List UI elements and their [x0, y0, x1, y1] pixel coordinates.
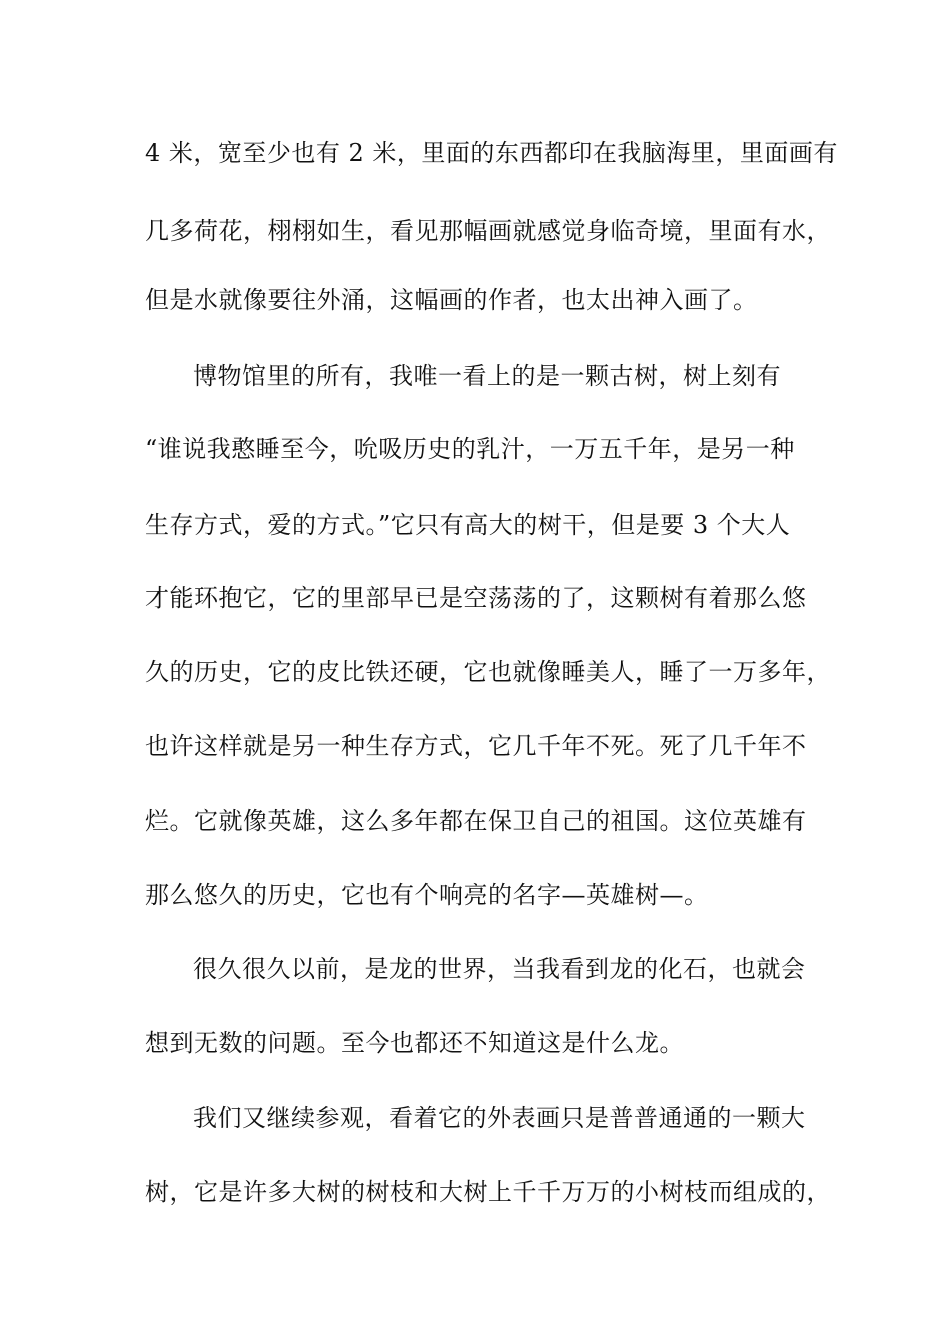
text-line: 4 米，宽至少也有 2 米，里面的东西都印在我脑海里，里面画有	[145, 139, 838, 167]
text-line: 也许这样就是另一种生存方式，它几千年不死。死了几千年不	[145, 732, 807, 760]
text-line: 想到无数的问题。至今也都还不知道这是什么龙。	[145, 1029, 684, 1057]
text-line: “谁说我憨睡至今，吮吸历史的乳汁，一万五千年，是另一种	[145, 435, 795, 463]
text-line: 树，它是许多大树的树枝和大树上千千万万的小树枝而组成的，	[145, 1178, 831, 1206]
text-line: 但是水就像要往外涌，这幅画的作者，也太出神入画了。	[145, 286, 758, 314]
paragraph-start-line: 我们又继续参观，看着它的外表画只是普普通通的一颗大	[193, 1104, 806, 1132]
text-line: 那么悠久的历史，它也有个响亮的名字—英雄树—。	[145, 881, 709, 909]
text-line: 才能环抱它，它的里部早已是空荡荡的了，这颗树有着那么悠	[145, 584, 807, 612]
paragraph-start-line: 很久很久以前，是龙的世界，当我看到龙的化石，也就会	[193, 955, 806, 983]
text-line: 烂。它就像英雄，这么多年都在保卫自己的祖国。这位英雄有	[145, 807, 807, 835]
text-line: 久的历史，它的皮比铁还硬，它也就像睡美人，睡了一万多年，	[145, 658, 831, 686]
paragraph-start-line: 博物馆里的所有，我唯一看上的是一颗古树，树上刻有	[193, 362, 781, 390]
text-line: 几多荷花，栩栩如生，看见那幅画就感觉身临奇境，里面有水，	[145, 217, 831, 245]
text-line: 生存方式，爱的方式。”它只有高大的树干，但是要 3 个大人	[145, 511, 791, 539]
